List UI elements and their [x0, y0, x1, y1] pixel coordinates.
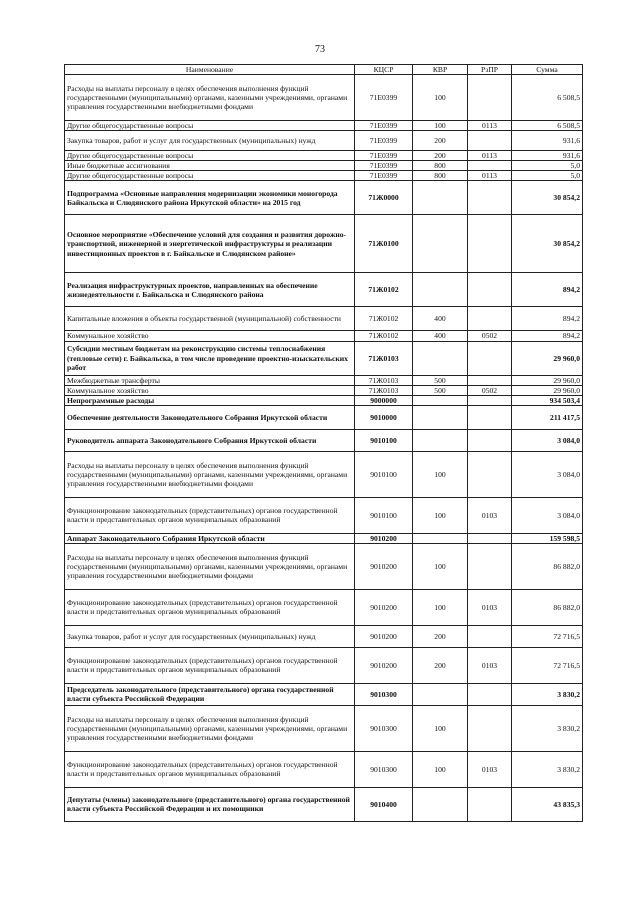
- cell-kcsr: 9010000: [355, 405, 413, 429]
- cell-rzpr: [468, 215, 512, 273]
- table-row: [65, 429, 583, 451]
- cell-name: Функционирование законодательных (представительных) органов государственной власти и представительных органов муниципальных образований: [65, 647, 355, 683]
- cell-kvr: 100: [413, 451, 468, 497]
- cell-kcsr: 71Ж0102: [355, 273, 413, 307]
- table-row: [65, 331, 583, 341]
- cell-kvr: 500: [413, 375, 468, 385]
- cell-kvr: [413, 787, 468, 821]
- table-row: [65, 787, 583, 821]
- cell-kcsr: 71Ж0103: [355, 341, 413, 375]
- table-row: [65, 405, 583, 429]
- cell-sum: 30 854,2: [512, 181, 583, 215]
- column-header-name: Наименование: [65, 65, 355, 75]
- cell-name: Другие общегосударственные вопросы: [65, 171, 355, 181]
- column-header-kvr: КВР: [413, 65, 468, 75]
- cell-sum: 72 716,5: [512, 647, 583, 683]
- cell-kcsr: 71Ж0103: [355, 375, 413, 385]
- cell-sum: 3 084,0: [512, 429, 583, 451]
- cell-rzpr: 0103: [468, 589, 512, 625]
- table-row: [65, 161, 583, 171]
- cell-rzpr: [468, 395, 512, 405]
- cell-sum: 72 716,5: [512, 625, 583, 647]
- cell-name: Другие общегосударственные вопросы: [65, 121, 355, 131]
- table-body: [65, 75, 583, 822]
- cell-rzpr: 0113: [468, 151, 512, 161]
- cell-kcsr: 9010400: [355, 787, 413, 821]
- cell-sum: 894,2: [512, 273, 583, 307]
- cell-name: Закупка товаров, работ и услуг для государственных (муниципальных) нужд: [65, 131, 355, 151]
- cell-kcsr: 71Е0399: [355, 171, 413, 181]
- cell-rzpr: [468, 705, 512, 751]
- table-row: [65, 533, 583, 543]
- cell-kvr: 200: [413, 151, 468, 161]
- cell-rzpr: 0103: [468, 751, 512, 787]
- cell-name: Расходы на выплаты персоналу в целях обеспечения выполнения функций государственными (муниципальными) органами, казенными учреждениями, органами управления государственными внебюджетными фондами: [65, 75, 355, 121]
- cell-rzpr: [468, 543, 512, 589]
- cell-rzpr: [468, 787, 512, 821]
- cell-kvr: 200: [413, 647, 468, 683]
- cell-kvr: [413, 395, 468, 405]
- cell-rzpr: 0103: [468, 647, 512, 683]
- cell-kvr: [413, 215, 468, 273]
- cell-rzpr: [468, 181, 512, 215]
- cell-kcsr: 9000000: [355, 395, 413, 405]
- cell-sum: 931,6: [512, 151, 583, 161]
- cell-rzpr: [468, 161, 512, 171]
- budget-table: [64, 64, 583, 822]
- cell-kcsr: 9010100: [355, 451, 413, 497]
- cell-sum: 931,6: [512, 131, 583, 151]
- cell-name: Субсидии местным бюджетам на реконструкцию системы теплоснабжения (тепловые сети) г. Байкальска, в том числе проведение проектно-изыскательских работ: [65, 341, 355, 375]
- cell-kvr: 200: [413, 625, 468, 647]
- cell-sum: 894,2: [512, 307, 583, 331]
- cell-name: Расходы на выплаты персоналу в целях обеспечения выполнения функций государственными (муниципальными) органами, казенными учреждениями, органами управления государственными внебюджетными фондами: [65, 543, 355, 589]
- column-header-rzpr: РзПР: [468, 65, 512, 75]
- cell-sum: 211 417,5: [512, 405, 583, 429]
- cell-name: Обеспечение деятельности Законодательного Собрания Иркутской области: [65, 405, 355, 429]
- cell-kvr: 100: [413, 705, 468, 751]
- cell-sum: 29 960,0: [512, 385, 583, 395]
- table-row: [65, 341, 583, 375]
- cell-sum: 3 084,0: [512, 451, 583, 497]
- cell-sum: 86 882,0: [512, 589, 583, 625]
- cell-name: Непрограммные расходы: [65, 395, 355, 405]
- cell-name: Расходы на выплаты персоналу в целях обеспечения выполнения функций государственными (муниципальными) органами, казенными учреждениями, органами управления государственными внебюджетными фондами: [65, 705, 355, 751]
- table-header-row: [65, 65, 583, 75]
- cell-kcsr: 9010200: [355, 543, 413, 589]
- cell-rzpr: 0113: [468, 171, 512, 181]
- cell-kcsr: 9010100: [355, 497, 413, 533]
- cell-kcsr: 9010200: [355, 647, 413, 683]
- cell-sum: 43 835,3: [512, 787, 583, 821]
- cell-kvr: 100: [413, 75, 468, 121]
- cell-rzpr: 0502: [468, 331, 512, 341]
- cell-name: Расходы на выплаты персоналу в целях обеспечения выполнения функций государственными (муниципальными) органами, казенными учреждениями, органами управления государственными внебюджетными фондами: [65, 451, 355, 497]
- table-row: [65, 451, 583, 497]
- cell-kcsr: 71Е0399: [355, 161, 413, 171]
- cell-kcsr: 9010300: [355, 705, 413, 751]
- cell-sum: 30 854,2: [512, 215, 583, 273]
- cell-sum: 5,0: [512, 171, 583, 181]
- cell-rzpr: [468, 451, 512, 497]
- table-row: [65, 625, 583, 647]
- cell-rzpr: 0502: [468, 385, 512, 395]
- table-row: [65, 589, 583, 625]
- cell-kvr: [413, 405, 468, 429]
- cell-kvr: [413, 341, 468, 375]
- cell-kcsr: 9010300: [355, 751, 413, 787]
- cell-rzpr: [468, 405, 512, 429]
- cell-kvr: 100: [413, 543, 468, 589]
- cell-rzpr: [468, 625, 512, 647]
- cell-name: Реализация инфраструктурных проектов, направленных на обеспечение жизнедеятельности г. Байкальска и Слюдянского района: [65, 273, 355, 307]
- table-row: [65, 75, 583, 121]
- table-row: [65, 543, 583, 589]
- cell-rzpr: [468, 341, 512, 375]
- cell-name: Председатель законодательного (представительного) органа государственной власти субъекта Российской Федерации: [65, 683, 355, 705]
- cell-kvr: 100: [413, 589, 468, 625]
- cell-kcsr: 9010200: [355, 625, 413, 647]
- table-row: [65, 131, 583, 151]
- cell-name: Другие общегосударственные вопросы: [65, 151, 355, 161]
- cell-sum: 3 830,2: [512, 705, 583, 751]
- cell-kcsr: 71Е0399: [355, 121, 413, 131]
- table-row: [65, 647, 583, 683]
- cell-kvr: 100: [413, 751, 468, 787]
- cell-kvr: 400: [413, 307, 468, 331]
- cell-kvr: 200: [413, 131, 468, 151]
- table-row: [65, 215, 583, 273]
- cell-kcsr: 71Ж0102: [355, 331, 413, 341]
- cell-name: Капитальные вложения в объекты государственной (муниципальной) собственности: [65, 307, 355, 331]
- cell-kvr: 100: [413, 121, 468, 131]
- cell-name: Закупка товаров, работ и услуг для государственных (муниципальных) нужд: [65, 625, 355, 647]
- cell-sum: 3 084,0: [512, 497, 583, 533]
- table-row: [65, 395, 583, 405]
- table-row: [65, 307, 583, 331]
- cell-rzpr: [468, 75, 512, 121]
- table-row: [65, 121, 583, 131]
- cell-name: Функционирование законодательных (представительных) органов государственной власти и представительных органов муниципальных образований: [65, 589, 355, 625]
- cell-kcsr: 9010300: [355, 683, 413, 705]
- cell-kvr: 100: [413, 497, 468, 533]
- cell-kcsr: 71Ж0103: [355, 385, 413, 395]
- cell-kvr: [413, 533, 468, 543]
- cell-name: Подпрограмма «Основные направления модернизации экономики моногорода Байкальска и Слюдянского района Иркутской области» на 2015 год: [65, 181, 355, 215]
- cell-kcsr: 71Е0399: [355, 131, 413, 151]
- table-row: [65, 171, 583, 181]
- cell-sum: 934 503,4: [512, 395, 583, 405]
- cell-rzpr: [468, 131, 512, 151]
- table-row: [65, 385, 583, 395]
- cell-sum: 3 830,2: [512, 683, 583, 705]
- cell-kcsr: 71Е0399: [355, 151, 413, 161]
- cell-name: Функционирование законодательных (представительных) органов государственной власти и представительных органов муниципальных образований: [65, 497, 355, 533]
- cell-kvr: [413, 273, 468, 307]
- table-row: [65, 273, 583, 307]
- table-row: [65, 751, 583, 787]
- cell-sum: 159 598,5: [512, 533, 583, 543]
- cell-name: Аппарат Законодательного Собрания Иркутской области: [65, 533, 355, 543]
- cell-name: Иные бюджетные ассигнования: [65, 161, 355, 171]
- column-header-kcsr: КЦСР: [355, 65, 413, 75]
- cell-rzpr: 0113: [468, 121, 512, 131]
- cell-rzpr: [468, 683, 512, 705]
- table-row: [65, 181, 583, 215]
- cell-kvr: 800: [413, 161, 468, 171]
- cell-rzpr: [468, 273, 512, 307]
- cell-sum: 29 960,0: [512, 341, 583, 375]
- cell-rzpr: [468, 429, 512, 451]
- cell-kvr: [413, 683, 468, 705]
- cell-sum: 29 960,0: [512, 375, 583, 385]
- cell-kvr: [413, 429, 468, 451]
- cell-name: Функционирование законодательных (представительных) органов государственной власти и представительных органов муниципальных образований: [65, 751, 355, 787]
- table-row: [65, 151, 583, 161]
- cell-kvr: [413, 181, 468, 215]
- cell-sum: 6 508,5: [512, 75, 583, 121]
- cell-name: Руководитель аппарата Законодательного Собрания Иркутской области: [65, 429, 355, 451]
- cell-name: Основное мероприятие «Обеспечение условий для создания и развития дорожно-транспортной, инженерной и энергетической инфраструктуры и реализации инвестиционных проектов в г. Байкальске и Слюдянском районе»: [65, 215, 355, 273]
- cell-kcsr: 71Ж0102: [355, 307, 413, 331]
- cell-kvr: 500: [413, 385, 468, 395]
- cell-rzpr: [468, 375, 512, 385]
- cell-kcsr: 9010200: [355, 533, 413, 543]
- cell-sum: 5,0: [512, 161, 583, 171]
- cell-rzpr: 0103: [468, 497, 512, 533]
- cell-sum: 86 882,0: [512, 543, 583, 589]
- table-row: [65, 375, 583, 385]
- table-row: [65, 497, 583, 533]
- cell-kcsr: 71Е0399: [355, 75, 413, 121]
- page-number: 73: [315, 44, 325, 55]
- cell-kvr: 800: [413, 171, 468, 181]
- cell-kcsr: 71Ж0000: [355, 181, 413, 215]
- cell-name: Коммунальное хозяйство: [65, 385, 355, 395]
- column-header-sum: Сумма: [512, 65, 583, 75]
- table-row: [65, 705, 583, 751]
- cell-name: Коммунальное хозяйство: [65, 331, 355, 341]
- cell-kcsr: 9010200: [355, 589, 413, 625]
- cell-name: Депутаты (члены) законодательного (представительного) органа государственной власти субъекта Российской Федерации и их помощники: [65, 787, 355, 821]
- cell-kcsr: 9010100: [355, 429, 413, 451]
- cell-rzpr: [468, 533, 512, 543]
- cell-sum: 6 508,5: [512, 121, 583, 131]
- cell-rzpr: [468, 307, 512, 331]
- cell-kvr: 400: [413, 331, 468, 341]
- cell-name: Межбюджетные трансферты: [65, 375, 355, 385]
- cell-sum: 894,2: [512, 331, 583, 341]
- cell-sum: 3 830,2: [512, 751, 583, 787]
- cell-kcsr: 71Ж0100: [355, 215, 413, 273]
- table-row: [65, 683, 583, 705]
